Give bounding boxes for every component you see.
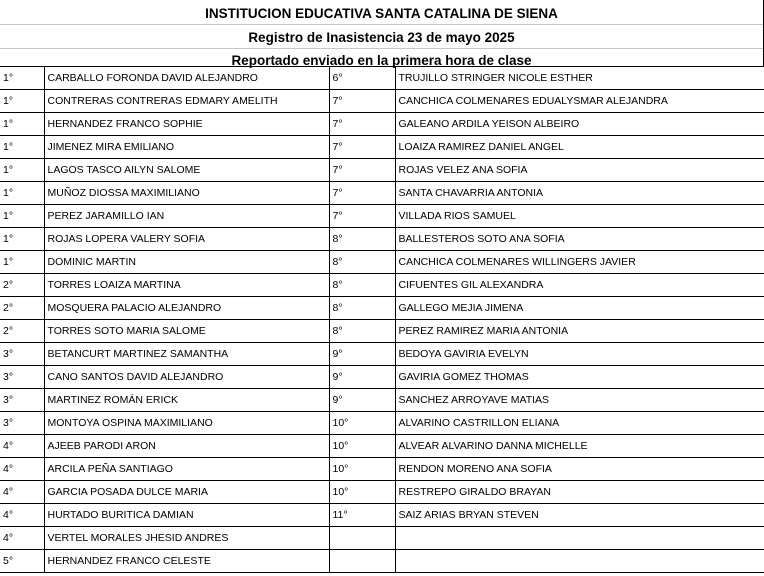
grade-cell-right: 10°: [329, 481, 395, 504]
grade-cell-right: 6°: [329, 67, 395, 90]
grade-cell-left: 1°: [0, 228, 44, 251]
student-name-left: ARCILA PEÑA SANTIAGO: [44, 458, 329, 481]
student-name-left: VERTEL MORALES JHESID ANDRES: [44, 527, 329, 550]
grade-cell-left: 1°: [0, 182, 44, 205]
student-name-right: SAIZ ARIAS BRYAN STEVEN: [395, 504, 764, 527]
student-name-right: GAVIRIA GOMEZ THOMAS: [395, 366, 764, 389]
table-row: [0, 366, 764, 389]
grade-cell-left: 3°: [0, 366, 44, 389]
student-name-right: BEDOYA GAVIRIA EVELYN: [395, 343, 764, 366]
table-row: [0, 274, 764, 297]
student-name-left: AJEEB PARODI ARON: [44, 435, 329, 458]
grade-cell-left: 5°: [0, 550, 44, 573]
grade-cell-right: 8°: [329, 320, 395, 343]
table-row: [0, 67, 764, 90]
student-name-left: JIMENEZ MIRA EMILIANO: [44, 136, 329, 159]
grade-cell-left: 4°: [0, 504, 44, 527]
grade-cell-left: 1°: [0, 251, 44, 274]
student-name-left: TORRES SOTO MARIA SALOME: [44, 320, 329, 343]
table-row: [0, 435, 764, 458]
grade-cell-left: 1°: [0, 159, 44, 182]
student-name-left: HURTADO BURITICA DAMIAN: [44, 504, 329, 527]
student-name-left: MARTINEZ ROMÁN ERICK: [44, 389, 329, 412]
student-name-right: [395, 550, 764, 573]
student-name-right: RESTREPO GIRALDO BRAYAN: [395, 481, 764, 504]
grade-cell-right: 10°: [329, 458, 395, 481]
student-name-left: MUÑOZ DIOSSA MAXIMILIANO: [44, 182, 329, 205]
table-row: [0, 297, 764, 320]
table-row: [0, 251, 764, 274]
table-row: [0, 481, 764, 504]
student-name-left: TORRES LOAIZA MARTINA: [44, 274, 329, 297]
student-name-left: CONTRERAS CONTRERAS EDMARY AMELITH: [44, 90, 329, 113]
student-name-right: CANCHICA COLMENARES EDUALYSMAR ALEJANDRA: [395, 90, 764, 113]
grade-cell-right: 9°: [329, 389, 395, 412]
grade-cell-left: 3°: [0, 412, 44, 435]
table-row: [0, 136, 764, 159]
school-title: INSTITUCION EDUCATIVA SANTA CATALINA DE SIENA: [0, 0, 764, 24]
table-row: [0, 90, 764, 113]
grade-cell-left: 2°: [0, 320, 44, 343]
grade-cell-right: 8°: [329, 251, 395, 274]
student-name-right: ALVARINO CASTRILLON ELIANA: [395, 412, 764, 435]
student-name-right: VILLADA RIOS SAMUEL: [395, 205, 764, 228]
student-name-left: GARCIA POSADA DULCE MARIA: [44, 481, 329, 504]
grade-cell-right: 8°: [329, 228, 395, 251]
grade-cell-left: 4°: [0, 458, 44, 481]
student-name-left: MONTOYA OSPINA MAXIMILIANO: [44, 412, 329, 435]
grade-cell-left: 3°: [0, 389, 44, 412]
student-name-left: HERNANDEZ FRANCO CELESTE: [44, 550, 329, 573]
grade-cell-right: 10°: [329, 435, 395, 458]
student-name-right: GALEANO ARDILA YEISON ALBEIRO: [395, 113, 764, 136]
student-name-right: ALVEAR ALVARINO DANNA MICHELLE: [395, 435, 764, 458]
grade-cell-left: 1°: [0, 205, 44, 228]
table-row: [0, 228, 764, 251]
table-row: [0, 412, 764, 435]
grade-cell-right: 7°: [329, 113, 395, 136]
table-row: [0, 113, 764, 136]
grade-cell-left: 2°: [0, 297, 44, 320]
grade-cell-right: 7°: [329, 205, 395, 228]
grade-cell-right: 10°: [329, 412, 395, 435]
student-name-right: RENDON MORENO ANA SOFIA: [395, 458, 764, 481]
table-row: [0, 458, 764, 481]
report-note: Reportado enviado en la primera hora de clase: [0, 48, 764, 66]
student-name-right: SANTA CHAVARRIA ANTONIA: [395, 182, 764, 205]
table-row: [0, 182, 764, 205]
student-name-left: BETANCURT MARTINEZ SAMANTHA: [44, 343, 329, 366]
grade-cell-right: 11°: [329, 504, 395, 527]
student-name-right: PEREZ RAMIREZ MARIA ANTONIA: [395, 320, 764, 343]
grade-cell-right: 9°: [329, 366, 395, 389]
student-name-right: GALLEGO MEJIA JIMENA: [395, 297, 764, 320]
student-name-left: PEREZ JARAMILLO IAN: [44, 205, 329, 228]
grade-cell-left: 2°: [0, 274, 44, 297]
table-row: [0, 320, 764, 343]
grade-cell-right: 7°: [329, 182, 395, 205]
student-name-right: ROJAS VELEZ ANA SOFIA: [395, 159, 764, 182]
student-name-right: TRUJILLO STRINGER NICOLE ESTHER: [395, 67, 764, 90]
table-row: [0, 389, 764, 412]
student-name-right: SANCHEZ ARROYAVE MATIAS: [395, 389, 764, 412]
grade-cell-left: 3°: [0, 343, 44, 366]
student-name-left: CARBALLO FORONDA DAVID ALEJANDRO: [44, 67, 329, 90]
grade-cell-right: 7°: [329, 159, 395, 182]
student-name-left: MOSQUERA PALACIO ALEJANDRO: [44, 297, 329, 320]
table-row: [0, 159, 764, 182]
grade-cell-right: 7°: [329, 90, 395, 113]
table-row: [0, 504, 764, 527]
table-row: [0, 527, 764, 550]
student-name-left: ROJAS LOPERA VALERY SOFIA: [44, 228, 329, 251]
grade-cell-left: 4°: [0, 481, 44, 504]
student-name-left: CANO SANTOS DAVID ALEJANDRO: [44, 366, 329, 389]
student-name-right: [395, 527, 764, 550]
grade-cell-left: 4°: [0, 527, 44, 550]
grade-cell-right: 9°: [329, 343, 395, 366]
student-name-right: CANCHICA COLMENARES WILLINGERS JAVIER: [395, 251, 764, 274]
grade-cell-left: 1°: [0, 67, 44, 90]
grade-cell-left: 1°: [0, 113, 44, 136]
grade-cell-right: 7°: [329, 136, 395, 159]
student-name-right: BALLESTEROS SOTO ANA SOFIA: [395, 228, 764, 251]
grade-cell-right: [329, 550, 395, 573]
grade-cell-right: [329, 527, 395, 550]
registry-title: Registro de Inasistencia 23 de mayo 2025: [0, 24, 764, 48]
grade-cell-left: 1°: [0, 90, 44, 113]
student-name-left: HERNANDEZ FRANCO SOPHIE: [44, 113, 329, 136]
grade-cell-left: 1°: [0, 136, 44, 159]
absence-table: [0, 66, 764, 573]
table-row: [0, 343, 764, 366]
table-row: [0, 205, 764, 228]
grade-cell-right: 8°: [329, 297, 395, 320]
student-name-left: DOMINIC MARTIN: [44, 251, 329, 274]
student-name-left: LAGOS TASCO AILYN SALOME: [44, 159, 329, 182]
grade-cell-left: 4°: [0, 435, 44, 458]
student-name-right: LOAIZA RAMIREZ DANIEL ANGEL: [395, 136, 764, 159]
grade-cell-right: 8°: [329, 274, 395, 297]
student-name-right: CIFUENTES GIL ALEXANDRA: [395, 274, 764, 297]
table-row: [0, 550, 764, 573]
